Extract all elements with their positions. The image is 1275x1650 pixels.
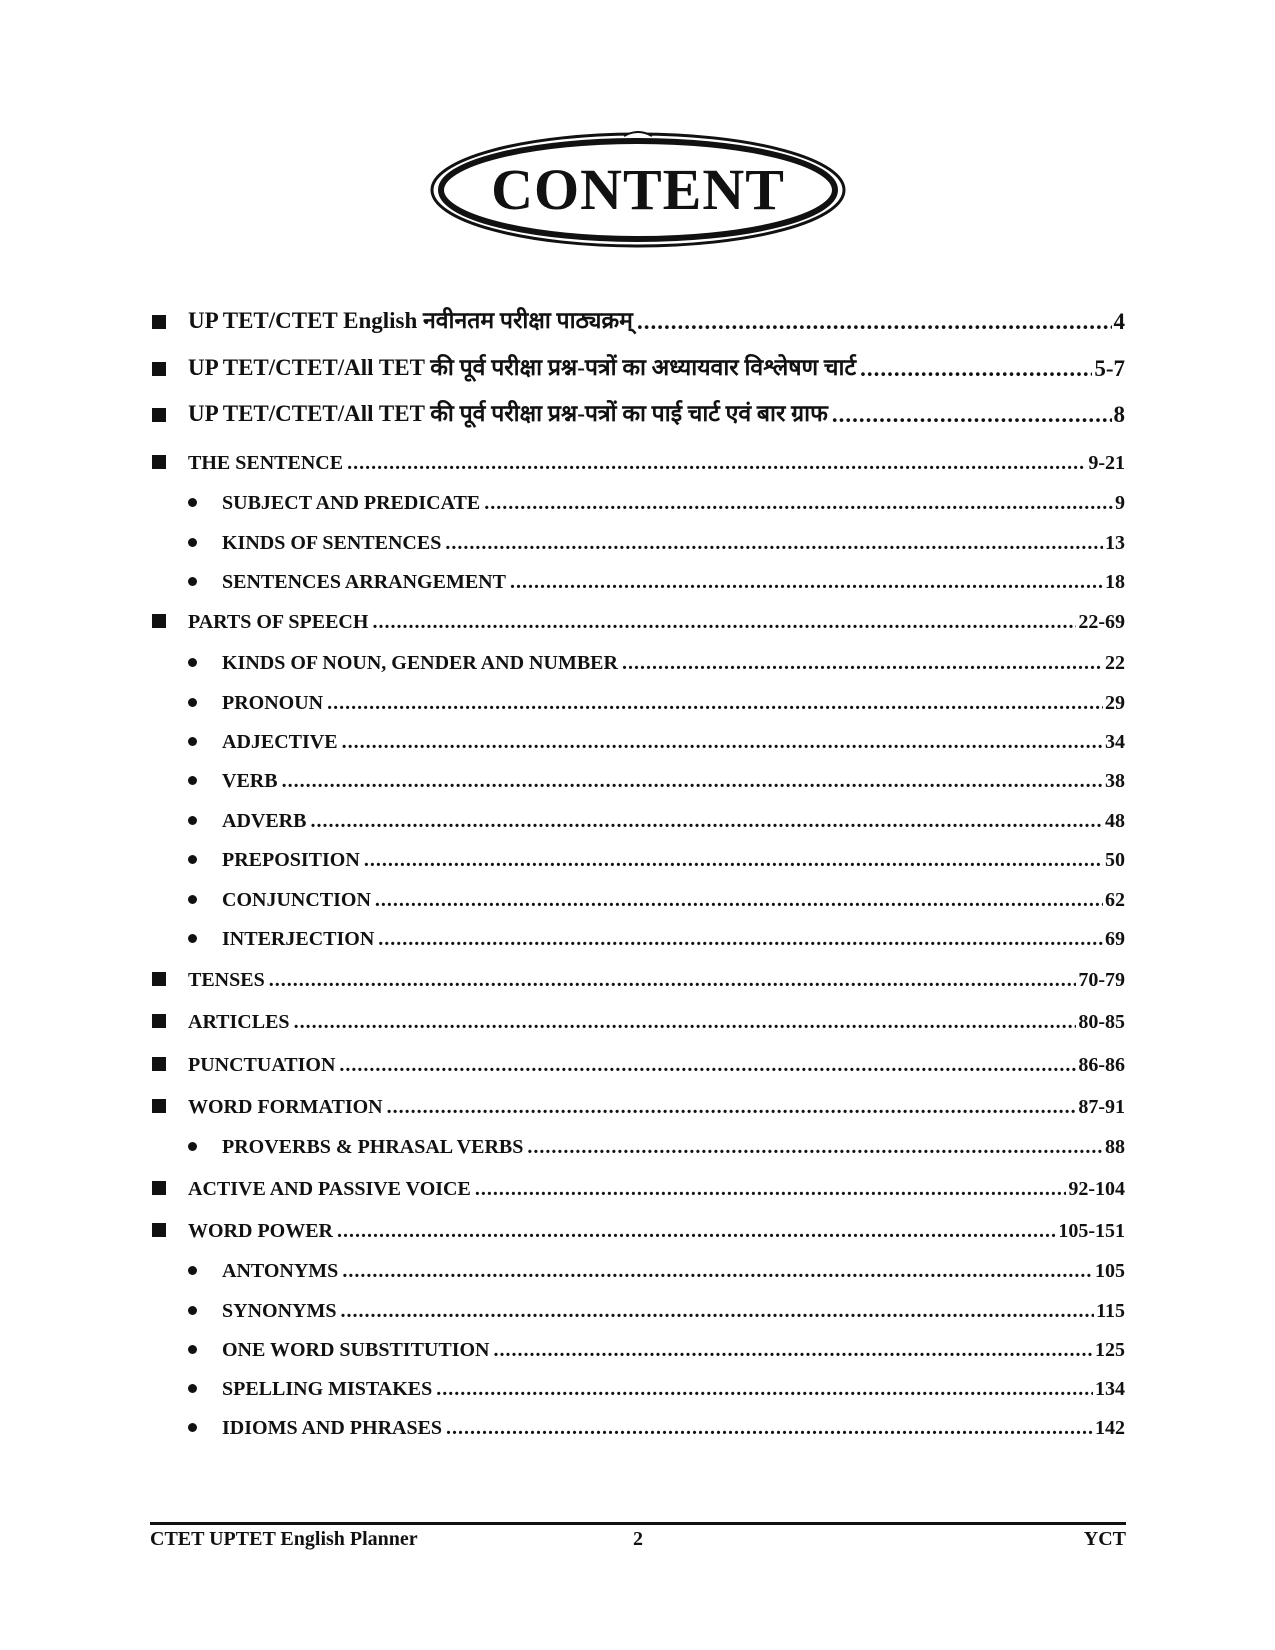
toc-entry-label: CONJUNCTION [222, 889, 371, 911]
toc-entry-pages: 34 [1105, 731, 1125, 753]
toc-section-entry [150, 604, 1125, 634]
toc-entry-label: KINDS OF NOUN, GENDER AND NUMBER [222, 652, 618, 674]
dot-leader [337, 1220, 1056, 1243]
toc-entry-label: VERB [222, 770, 278, 792]
toc-entry-label: UP TET/CTET English नवीनतम परीक्षा पाठ्यक्रम् [188, 308, 633, 333]
round-bullet-icon [188, 737, 197, 746]
round-bullet-icon [188, 1266, 197, 1275]
toc-subsection-entry [150, 1129, 1125, 1159]
toc-subsection-entry [150, 525, 1125, 555]
footer-page-number: 2 [633, 1528, 643, 1550]
toc-entry-label: IDIOMS AND PHRASES [222, 1417, 443, 1439]
round-bullet-icon [188, 658, 197, 667]
toc-entry-pages: 38 [1105, 770, 1125, 792]
toc-entry-label: UP TET/CTET/All TET की पूर्व परीक्षा प्रश्न-पत्रों का पाई चार्ट एवं बार ग्राफ [188, 401, 828, 426]
dot-leader [342, 731, 1103, 754]
dot-leader [475, 1178, 1067, 1201]
toc-entry-pages: 22 [1105, 652, 1125, 674]
dot-leader [340, 1300, 1094, 1323]
dot-leader [445, 532, 1103, 555]
dot-leader [484, 492, 1113, 515]
dot-leader [294, 1011, 1077, 1034]
toc-subsection-entry [150, 842, 1125, 872]
toc-subsection-entry [150, 1371, 1125, 1401]
square-bullet-icon [152, 455, 166, 469]
toc-entry-label: INTERJECTION [222, 928, 375, 950]
square-bullet-icon [152, 408, 166, 422]
toc-entry-label: UP TET/CTET/All TET की पूर्व परीक्षा प्रश्न-पत्रों का अध्यायवार विश्लेषण चार्ट [188, 355, 857, 380]
footer-book-title: CTET UPTET English Planner [150, 1528, 418, 1550]
toc-entry-pages: 142 [1095, 1417, 1125, 1439]
dot-leader [637, 309, 1112, 335]
toc-entry-pages: 80-85 [1078, 1011, 1125, 1033]
toc-entry-label: PUNCTUATION [188, 1054, 336, 1076]
toc-subsection-entry [150, 1410, 1125, 1440]
toc-entry-pages: 134 [1095, 1378, 1125, 1400]
toc-subsection-entry [150, 685, 1125, 715]
toc-entry-pages: 105 [1095, 1260, 1125, 1282]
toc-entry-pages: 8 [1113, 402, 1125, 427]
toc-entry-label: WORD FORMATION [188, 1096, 383, 1118]
toc-entry-label: ADJECTIVE [222, 731, 338, 753]
dot-leader [375, 889, 1103, 912]
dot-leader [372, 611, 1076, 634]
toc-subsection-entry [150, 1253, 1125, 1283]
toc-entry-label: SENTENCES ARRANGEMENT [222, 571, 506, 593]
dot-leader [339, 1054, 1076, 1077]
toc-subsection-entry [150, 1332, 1125, 1362]
square-bullet-icon [152, 1223, 166, 1237]
dot-leader [860, 356, 1092, 382]
round-bullet-icon [188, 776, 197, 785]
toc-section-entry [150, 1213, 1125, 1243]
toc-entry-pages: 115 [1096, 1300, 1125, 1322]
dot-leader [832, 402, 1112, 428]
toc-entry-label: THE SENTENCE [188, 452, 344, 474]
toc-entry-pages: 92-104 [1068, 1178, 1125, 1200]
square-bullet-icon [152, 972, 166, 986]
round-bullet-icon [188, 577, 197, 586]
dot-leader [387, 1096, 1077, 1119]
toc-subsection-entry [150, 1293, 1125, 1323]
square-bullet-icon [152, 1181, 166, 1195]
round-bullet-icon [188, 538, 197, 547]
dot-leader [527, 1136, 1103, 1159]
square-bullet-icon [152, 362, 166, 376]
footer-divider [150, 1522, 1126, 1525]
round-bullet-icon [188, 855, 197, 864]
toc-entry-label: ONE WORD SUBSTITUTION [222, 1339, 490, 1361]
toc-entry-pages: 87-91 [1078, 1096, 1125, 1118]
toc-entry-label: TENSES [188, 969, 265, 991]
dot-leader [446, 1417, 1093, 1440]
toc-entry-label: PRONOUN [222, 692, 324, 714]
dot-leader [269, 969, 1077, 992]
toc-entry-label: ADVERB [222, 810, 307, 832]
toc-section-entry [150, 305, 1125, 335]
toc-entry-pages: 5-7 [1094, 356, 1125, 381]
toc-subsection-entry [150, 485, 1125, 515]
square-bullet-icon [152, 1099, 166, 1113]
toc-entry-label: PREPOSITION [222, 849, 360, 871]
dot-leader [364, 849, 1103, 872]
toc-subsection-entry [150, 724, 1125, 754]
dot-leader [282, 770, 1103, 793]
toc-section-entry [150, 1004, 1125, 1034]
dot-leader [347, 452, 1086, 475]
toc-entry-pages: 69 [1105, 928, 1125, 950]
square-bullet-icon [152, 1057, 166, 1071]
toc-entry-pages: 13 [1105, 532, 1125, 554]
dot-leader [327, 692, 1103, 715]
round-bullet-icon [188, 1142, 197, 1151]
toc-entry-label: ANTONYMS [222, 1260, 339, 1282]
dot-leader [493, 1339, 1093, 1362]
footer-publisher: YCT [1083, 1528, 1126, 1550]
content-title-badge [428, 128, 848, 250]
toc-subsection-entry [150, 803, 1125, 833]
toc-subsection-entry [150, 763, 1125, 793]
dot-leader [342, 1260, 1093, 1283]
toc-section-entry [150, 352, 1125, 382]
toc-entry-label: KINDS OF SENTENCES [222, 532, 442, 554]
toc-entry-label: ARTICLES [188, 1011, 290, 1033]
toc-section-entry [150, 1047, 1125, 1077]
dot-leader [622, 652, 1103, 675]
toc-entry-pages: 86-86 [1078, 1054, 1125, 1076]
round-bullet-icon [188, 498, 197, 507]
round-bullet-icon [188, 1384, 197, 1393]
dot-leader [436, 1378, 1093, 1401]
toc-entry-label: SPELLING MISTAKES [222, 1378, 433, 1400]
toc-entry-pages: 18 [1105, 571, 1125, 593]
toc-entry-label: SUBJECT AND PREDICATE [222, 492, 481, 514]
page-title: CONTENT [491, 157, 785, 222]
toc-entry-label: PROVERBS & PHRASAL VERBS [222, 1136, 524, 1158]
toc-entry-pages: 62 [1105, 889, 1125, 911]
toc-entry-pages: 4 [1113, 309, 1125, 334]
dot-leader [310, 810, 1103, 833]
round-bullet-icon [188, 1306, 197, 1315]
toc-entry-pages: 125 [1095, 1339, 1125, 1361]
dot-leader [378, 928, 1103, 951]
toc-entry-pages: 88 [1105, 1136, 1125, 1158]
toc-entry-label: ACTIVE AND PASSIVE VOICE [188, 1178, 471, 1200]
round-bullet-icon [188, 934, 197, 943]
page-footer [150, 1528, 1126, 1556]
toc-entry-label: WORD POWER [188, 1220, 333, 1242]
toc-section-entry [150, 1089, 1125, 1119]
toc-entry-label: SYNONYMS [222, 1300, 337, 1322]
round-bullet-icon [188, 816, 197, 825]
toc-subsection-entry [150, 882, 1125, 912]
toc-entry-pages: 105-151 [1058, 1220, 1125, 1242]
toc-entry-pages: 29 [1105, 692, 1125, 714]
toc-entry-pages: 22-69 [1078, 611, 1125, 633]
round-bullet-icon [188, 698, 197, 707]
dot-leader [510, 571, 1103, 594]
toc-section-entry [150, 445, 1125, 475]
toc-section-entry [150, 1171, 1125, 1201]
toc-entry-label: PARTS OF SPEECH [188, 611, 369, 633]
round-bullet-icon [188, 895, 197, 904]
round-bullet-icon [188, 1423, 197, 1432]
toc-subsection-entry [150, 921, 1125, 951]
toc-section-entry [150, 962, 1125, 992]
square-bullet-icon [152, 315, 166, 329]
square-bullet-icon [152, 614, 166, 628]
toc-entry-pages: 50 [1105, 849, 1125, 871]
toc-entry-pages: 9 [1115, 492, 1125, 514]
toc-subsection-entry [150, 564, 1125, 594]
toc-entry-pages: 70-79 [1078, 969, 1125, 991]
square-bullet-icon [152, 1014, 166, 1028]
toc-section-entry [150, 398, 1125, 428]
round-bullet-icon [188, 1345, 197, 1354]
toc-entry-pages: 48 [1105, 810, 1125, 832]
toc-subsection-entry [150, 645, 1125, 675]
toc-entry-pages: 9-21 [1088, 452, 1125, 474]
